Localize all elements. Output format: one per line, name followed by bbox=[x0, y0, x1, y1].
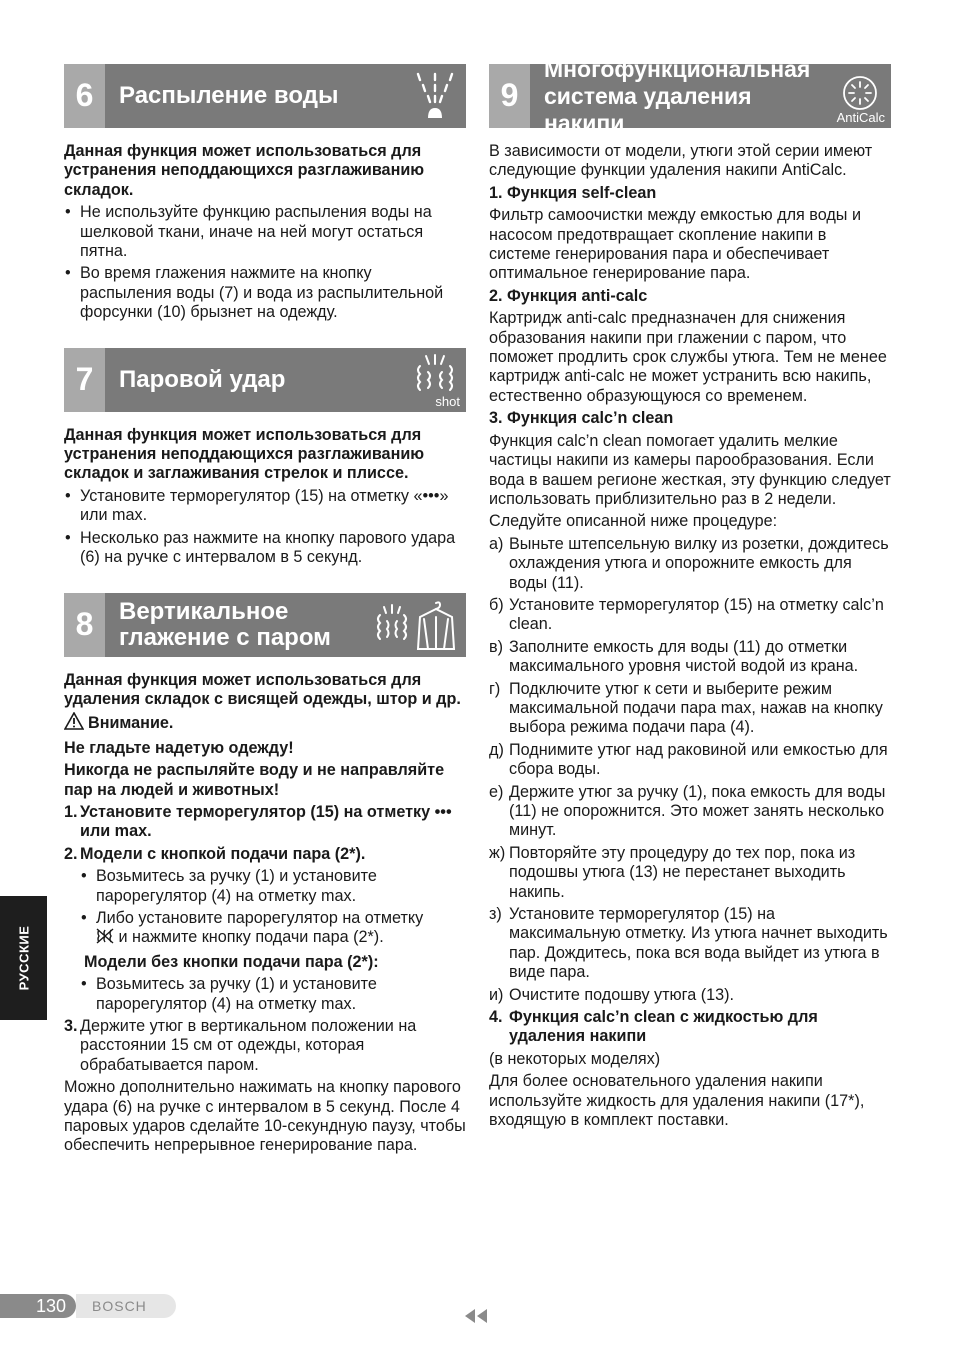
list-item: • Не используйте функцию распыления воды на шелковой ткани, иначе на ней могут остаться пятна. bbox=[64, 203, 466, 261]
warning-line bbox=[64, 712, 466, 735]
right-column bbox=[489, 55, 891, 1134]
step-letter: е) bbox=[489, 782, 504, 801]
list-item-text: Либо установите парорегулятор на отметку bbox=[96, 908, 424, 927]
step-2-bullets bbox=[64, 867, 466, 950]
step-number: 1. bbox=[64, 802, 78, 821]
step-number: 3. bbox=[64, 1017, 78, 1035]
procedure-step bbox=[489, 596, 891, 635]
function-3-text: Функция calc’n clean помогает удалить мелкие частицы накипи из камеры парообразования. Если вода в вашем регионе жесткая, эту функцию следует использовать приблизительно раз в 2 недели. bbox=[489, 431, 891, 508]
step-letter: з) bbox=[489, 905, 502, 924]
step-letter: д) bbox=[489, 740, 504, 759]
brand-label: BOSCH bbox=[92, 1298, 147, 1314]
procedure-step bbox=[489, 638, 891, 677]
step-1 bbox=[64, 803, 466, 842]
step-text: Поднимите утюг над раковиной или емкостью для сбора воды. bbox=[509, 740, 888, 779]
step-letter: и) bbox=[489, 985, 504, 1004]
step-text: Заполните емкость для воды (11) до отметки максимального уровня чистой водой из крана. bbox=[509, 637, 859, 676]
language-tab bbox=[0, 896, 47, 1020]
step-letter: в) bbox=[489, 637, 503, 656]
procedure-step bbox=[489, 844, 891, 902]
warning-text-2: Никогда не распыляйте воду и не направляйте пар на людей и животных! bbox=[64, 761, 445, 799]
section-7-bullets bbox=[64, 487, 466, 568]
procedure-step bbox=[489, 783, 891, 841]
step-letter: ж) bbox=[489, 843, 506, 862]
step-text: Модели с кнопкой подачи пара (2*). bbox=[80, 844, 366, 863]
list-item: • Несколько раз нажмите на кнопку парового удара (6) на ручке с интервалом в 5 секунд. bbox=[64, 529, 466, 568]
steam-off-icon bbox=[96, 928, 114, 949]
section-6-header bbox=[64, 64, 466, 128]
step-text: Выньте штепсельную вилку из розетки, дождитесь охлаждения утюга и опорожните емкость для воды (11). bbox=[509, 534, 889, 592]
function-3-heading: 3. Функция calc’n clean bbox=[489, 409, 674, 428]
step-letter: б) bbox=[489, 595, 504, 614]
spray-icon bbox=[410, 68, 460, 124]
step-text: Установите терморегулятор (15) на отметку ••• или max. bbox=[80, 802, 452, 841]
function-2-text: Картридж anti-calc предназначен для снижения образования накипи при глажении с паром, что поможет продлить срок службы утюга. Тем не менее картридж anti-calc не может устранить всю накипь, естественно образующуюся со временем. bbox=[489, 309, 887, 405]
language-label: РУССКИЕ bbox=[15, 925, 31, 991]
section-7-intro: Данная функция может использоваться для устранения неподдающихся разглаживанию складок и заглаживания стрелок и плиссе. bbox=[64, 425, 425, 483]
procedure-step bbox=[489, 535, 891, 593]
list-item-text: и нажмите кнопку подачи пара (2*). bbox=[118, 928, 384, 947]
section-8-outro: Можно дополнительно нажимать на кнопку парового удара (6) на ручке с интервалом в 5 секунд. После 4 паровых ударов сделайте 10-секундную паузу, чтобы обеспечить непрерывное генерирование пара. bbox=[64, 1078, 466, 1155]
function-4-heading bbox=[489, 1008, 891, 1047]
section-title: Многофункциональная система удаления накипи bbox=[544, 55, 811, 136]
anticalc-icon bbox=[835, 74, 885, 112]
step-text: Очистите подошву утюга (13). bbox=[509, 985, 735, 1004]
step-text: Держите утюг за ручку (1), пока емкость для воды (11) не опорожнится. Это может занять несколько минут. bbox=[509, 782, 886, 840]
step-text: Установите терморегулятор (15) на максимальную отметку. Из утюга начнет выходить пар. Дождитесь, пока вся вода выйдет из утюга в виде пара. bbox=[509, 905, 888, 982]
section-8-intro: Данная функция может использоваться для удаления складок с висящей одежды, штор и др. bbox=[64, 670, 461, 708]
step-letter: а) bbox=[489, 534, 504, 553]
step-text: Повторяйте эту процедуру до тех пор, пока из подошвы утюга (13) не перестанет выходить накипь. bbox=[509, 843, 856, 901]
section-number: 9 bbox=[489, 64, 530, 128]
page-number bbox=[0, 1294, 76, 1318]
vertical-steam-icon bbox=[372, 597, 460, 653]
procedure-intro: Следуйте описанной ниже процедуре: bbox=[489, 512, 778, 531]
step-2 bbox=[64, 845, 466, 864]
function-2-heading: 2. Функция anti-calc bbox=[489, 286, 648, 305]
section-9-header bbox=[489, 55, 891, 136]
list-item: • Во время глажения нажмите на кнопку распыления воды (7) и вода из распылительной форсунки (10) брызнет на одежду. bbox=[64, 264, 466, 322]
step-2b-heading: Модели без кнопки подачи пара (2*): bbox=[84, 952, 379, 971]
function-1-text: Фильтр самоочистки между емкостью для воды и насосом предотвращает скопление накипи в системе генерирования пара и обеспечивает оптимальное генерирование пара. bbox=[489, 206, 861, 283]
list-item: • Возьмитесь за ручку (1) и установите парорегулятор (4) на отметку max. bbox=[64, 975, 466, 1014]
section-6-intro: Данная функция может использоваться для устранения неподдающихся разглаживанию складок. bbox=[64, 142, 425, 199]
list-item: • Установите терморегулятор (15) на отметку «•••» или max. bbox=[64, 487, 466, 526]
nav-back-icon[interactable] bbox=[462, 1307, 490, 1325]
section-8-header bbox=[64, 593, 466, 657]
step-text: Функция calc’n clean с жидкостью для удаления накипи bbox=[509, 1008, 818, 1046]
section-6-bullets bbox=[64, 203, 466, 322]
warning-label: Внимание. bbox=[88, 714, 174, 733]
list-item bbox=[64, 909, 466, 950]
step-number: 2. bbox=[64, 844, 78, 863]
step-number: 4. bbox=[489, 1008, 503, 1027]
section-number: 8 bbox=[64, 593, 105, 657]
procedure-step bbox=[489, 680, 891, 738]
page-number-label: 130 bbox=[35, 1296, 66, 1316]
step-text: Подключите утюг к сети и выберите режим максимальной подачи пара max, нажав на кнопку выбора режима подачи пара (4). bbox=[509, 679, 883, 737]
section-title: Паровой удар bbox=[119, 365, 286, 393]
step-2b-bullets bbox=[64, 975, 466, 1014]
section-number: 7 bbox=[64, 348, 105, 412]
shot-caption: shot bbox=[435, 393, 460, 409]
list-item: • Возьмитесь за ручку (1) и установите парорегулятор (4) на отметку max. bbox=[64, 867, 466, 906]
section-title: Распыление воды bbox=[119, 82, 339, 109]
footer-brand bbox=[76, 1294, 176, 1318]
warning-text-1: Не гладьте надетую одежду! bbox=[64, 738, 294, 757]
procedure-step bbox=[489, 905, 891, 983]
function-4-note: (в некоторых моделях) bbox=[489, 1049, 661, 1068]
function-1-heading: 1. Функция self-clean bbox=[489, 183, 657, 202]
section-title: Вертикальное глажение с паром bbox=[119, 597, 331, 651]
section-7-header bbox=[64, 348, 466, 412]
procedure-step bbox=[489, 741, 891, 780]
left-column bbox=[64, 64, 466, 1159]
step-3 bbox=[64, 1017, 466, 1075]
step-text: Держите утюг в вертикальном положении на расстоянии 15 см от одежды, которая обрабатывается паром. bbox=[80, 1017, 417, 1074]
section-9-intro: В зависимости от модели, утюги этой серии имеют следующие функции удаления накипи AntiCalc. bbox=[489, 142, 873, 180]
warning-icon bbox=[64, 712, 84, 735]
procedure-step bbox=[489, 986, 891, 1005]
anticalc-caption: AntiCalc bbox=[836, 110, 885, 125]
step-letter: г) bbox=[489, 679, 501, 698]
function-4-text: Для более основательного удаления накипи используйте жидкость для удаления накипи (17*), входящую в комплект поставки. bbox=[489, 1072, 865, 1130]
step-text: Установите терморегулятор (15) на отметку calc’n clean. bbox=[509, 595, 884, 634]
section-number: 6 bbox=[64, 64, 105, 128]
